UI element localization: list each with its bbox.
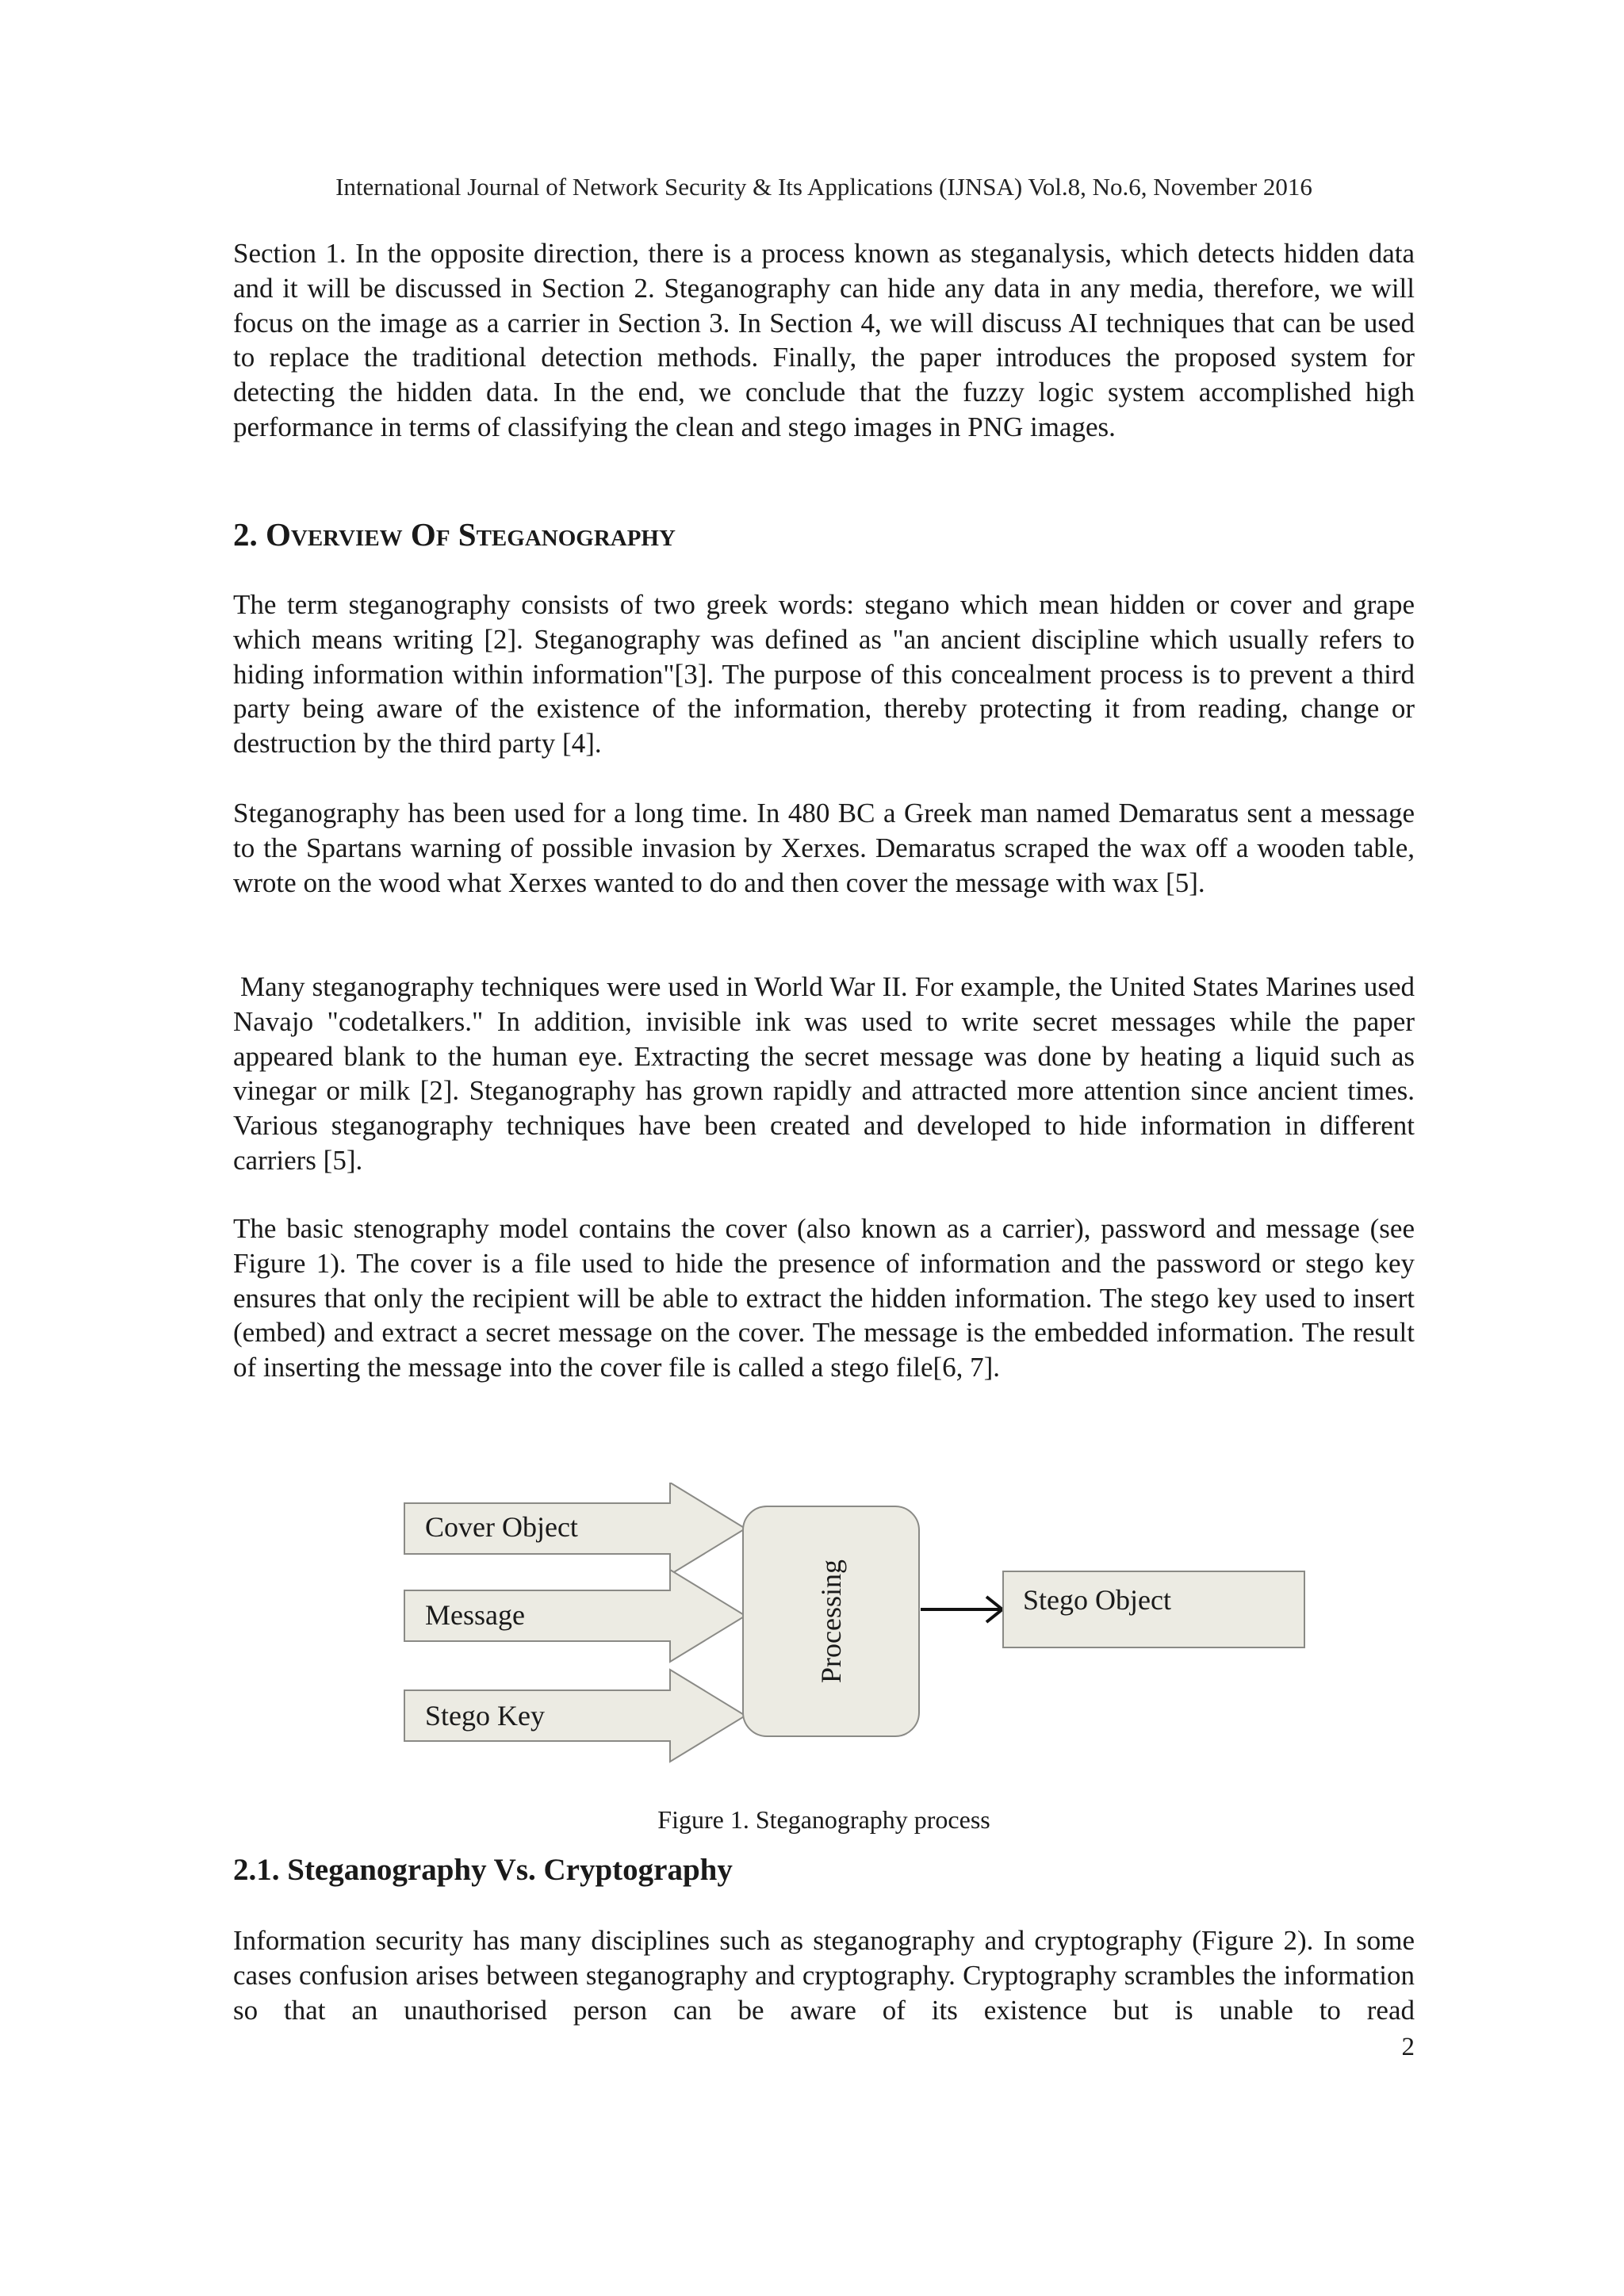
running-header: International Journal of Network Security & Its Applications (IJNSA) Vol.8, No.6, November 2016	[335, 173, 1312, 201]
section-2-para-3-block	[233, 970, 1422, 1178]
section-2-para-1-block	[233, 587, 1415, 761]
processing-label: Processing	[815, 1559, 847, 1683]
section-2-paragraph: Many steganography techniques were used in World War II. For example, the United States Marines used Navajo "codetalkers." In addition, invisible ink was used to write secret messages while the paper appeared blank to the human eye. Extracting the secret message was done by heating a liquid such as vinegar or milk [2]. Steganography has grown rapidly and attracted more attention since ancient times. Various steganography techniques have been created and developed to hide information in different carriers [5].	[233, 971, 1422, 1176]
section-2-paragraph: The basic stenography model contains the cover (also known as a carrier), password and message (see Figure 1). The cover is a file used to hide the presence of information and the password or stego key ensures that only the recipient will be able to extract the hidden information. The stego key used to insert (embed) and extract a secret message on the cover. The message is the embedded information. The result of inserting the message into the cover file is called a stego file[6, 7].	[233, 1213, 1415, 1383]
cover-object-label: Cover Object	[425, 1511, 578, 1543]
section-2-para-4-block	[233, 1211, 1415, 1385]
section-2-1-paragraph: Information security has many disciplines such as steganography and cryptography (Figure 2). In some cases confusion arises between steganography and cryptography. Cryptography scrambles the information so that an unauthorised person can be aware of its existence but is unable to read	[233, 1925, 1415, 2026]
section-2-1-text-block	[233, 1923, 1415, 2027]
section-2-title: Overview Of Steganography	[266, 516, 676, 553]
section-2-paragraph: The term steganography consists of two greek words: stegano which mean hidden or cover and grape which means writing [2]. Steganography was defined as "an ancient discipline which usually refers to hiding information within information"[3]. The purpose of this concealment process is to prevent a third party being aware of the existence of the information, thereby protecting it from reading, change or destruction by the third party [4].	[233, 589, 1415, 760]
message-label: Message	[425, 1599, 525, 1631]
section-2-number: 2.	[233, 516, 258, 553]
section-2-para-2-block	[233, 796, 1415, 900]
stego-object-label: Stego Object	[1023, 1584, 1171, 1616]
stego-key-label: Stego Key	[425, 1700, 545, 1732]
intro-paragraph: Section 1. In the opposite direction, there is a process known as steganalysis, which detects hidden data and it will be discussed in Section 2. Steganography can hide any data in any media, therefore, we will focus on the image as a carrier in Section 3. In Section 4, we will discuss AI techniques that can be used to replace the traditional detection methods. Finally, the paper introduces the proposed system for detecting the hidden data. In the end, we conclude that the fuzzy logic system accomplished high performance in terms of classifying the clean and stego images in PNG images.	[233, 238, 1415, 442]
intro-text-block	[233, 236, 1415, 445]
section-2-1-heading: 2.1. Steganography Vs. Cryptography	[233, 1853, 733, 1887]
figure-1-diagram	[396, 1483, 1316, 1784]
page-number: 2	[1401, 2033, 1415, 2061]
section-2-paragraph: Steganography has been used for a long time. In 480 BC a Greek man named Demaratus sent a message to the Spartans warning of possible invasion by Xerxes. Demaratus scraped the wax off a wooden table, wrote on the wood what Xerxes wanted to do and then cover the message with wax [5].	[233, 798, 1415, 898]
figure-1-caption: Figure 1. Steganography process	[657, 1805, 990, 1834]
section-2-heading	[233, 514, 676, 555]
